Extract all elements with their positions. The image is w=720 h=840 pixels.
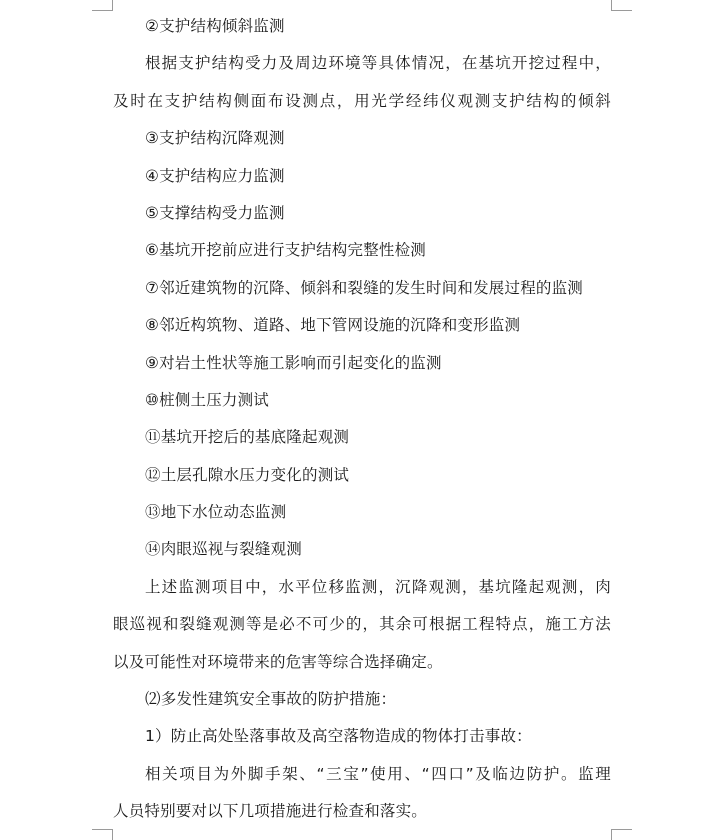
paragraph-line: 1）防止高处坠落事故及高空落物造成的物体打击事故： xyxy=(145,727,532,746)
paragraph-line: 眼巡视和裂缝观测等是必不可少的，其余可根据工程特点，施工方法 xyxy=(113,615,611,634)
paragraph-line: ⑨对岩土性状等施工影响而引起变化的监测 xyxy=(145,353,442,372)
document-body xyxy=(113,8,611,831)
paragraph-line: 上述监测项目中，水平位移监测，沉降观测，基坑隆起观测，肉 xyxy=(145,577,611,596)
paragraph-line: ⑧邻近构筑物、道路、地下管网设施的沉降和变形监测 xyxy=(145,316,521,335)
paragraph-line: ④支护结构应力监测 xyxy=(145,166,285,185)
paragraph-line: 以及可能性对环境带来的危害等综合选择确定。 xyxy=(113,652,443,671)
paragraph-line: ②支护结构倾斜监测 xyxy=(145,17,285,35)
paragraph-line: ③支护结构沉降观测 xyxy=(145,129,285,148)
paragraph-line: ⑫土层孔隙水压力变化的测试 xyxy=(145,465,350,484)
paragraph-line: 相关项目为外脚手架、“三宝”使用、“四口”及临边防护。监理 xyxy=(145,764,611,783)
paragraph-line: ⑩桩侧土压力测试 xyxy=(145,390,269,409)
paragraph-line: ⑭肉眼巡视与裂缝观测 xyxy=(145,540,303,559)
page-corner-mark-bottom-right xyxy=(611,829,632,840)
paragraph-line: 根据支护结构受力及周边环境等具体情况，在基坑开挖过程中， xyxy=(145,54,611,73)
paragraph-line: 及时在支护结构侧面布设测点，用光学经纬仪观测支护结构的倾斜 xyxy=(113,91,611,110)
page-corner-mark-top-left xyxy=(92,0,113,11)
paragraph-line: ⑬地下水位动态监测 xyxy=(145,503,287,522)
paragraph-line: ⑵多发性建筑安全事故的防护措施： xyxy=(145,690,397,709)
paragraph-line: ⑪基坑开挖后的基底隆起观测 xyxy=(145,428,350,447)
paragraph-line: ⑤支撑结构受力监测 xyxy=(145,203,285,222)
page-corner-mark-top-right xyxy=(611,0,632,11)
paragraph-line: 人员特别要对以下几项措施进行检查和落实。 xyxy=(113,802,428,821)
paragraph-line: ⑥基坑开挖前应进行支护结构完整性检测 xyxy=(145,241,426,260)
paragraph-line: ⑦邻近建筑物的沉降、倾斜和裂缝的发生时间和发展过程的监测 xyxy=(145,278,583,297)
page-corner-mark-bottom-left xyxy=(92,829,113,840)
